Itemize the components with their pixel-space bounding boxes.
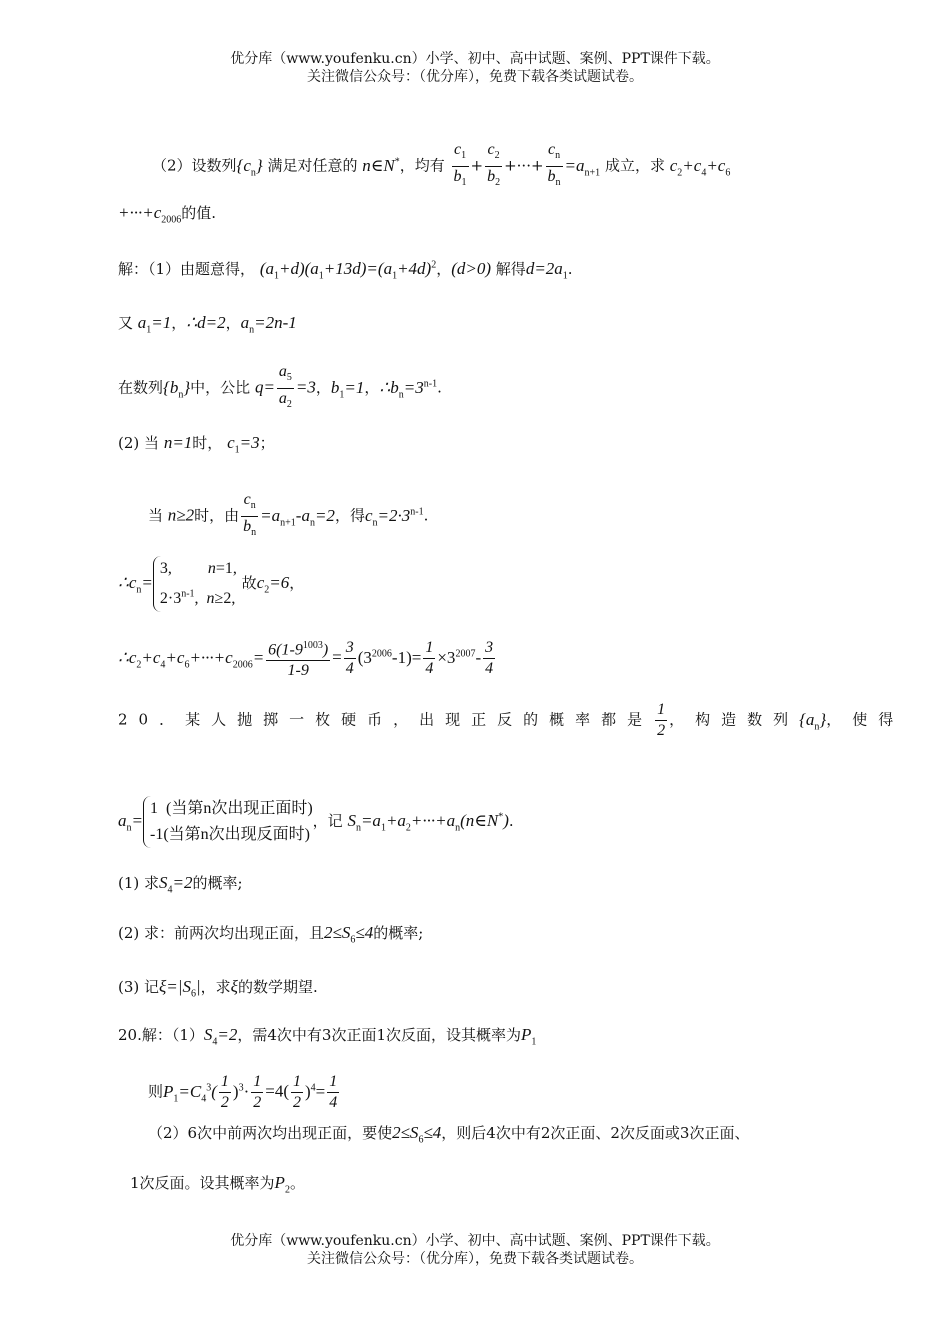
q1-text-a: (1) 求 bbox=[118, 874, 160, 892]
sol-text-5: 中，公比 bbox=[190, 378, 251, 397]
header-line-2: 关注微信公众号：（优分库），免费下载各类试题试卷。 bbox=[307, 69, 643, 85]
sol-text-11: 故 bbox=[241, 574, 257, 593]
sol-text-4: 在数列 bbox=[118, 378, 164, 397]
formula: $c_2+c_4+c_6$ bbox=[669, 155, 731, 179]
sol-line-3: 在数列$\{b_n\}$中，公比 q= $\frac{a_5}{a_2}$ =3，$b_1=1$，$\therefore b_n=3^{n-1}$. bbox=[118, 362, 442, 415]
sol-text-8: 当 bbox=[148, 506, 164, 525]
q2-text-5: 的值. bbox=[181, 204, 217, 222]
formula: $\{c_n\}$ bbox=[236, 155, 263, 179]
p20-ji: ，记 bbox=[312, 812, 343, 830]
ans20-line-4: 1次反面。设其概率为$P_2$。 bbox=[130, 1173, 305, 1196]
p20-intro-text: 20．某人抛掷一枚硬币，出现正反的概率都是 bbox=[118, 710, 654, 729]
case-1-text: (当第n次出现正面时) bbox=[165, 800, 313, 817]
p20-q3: (3) 记$\xi=|S_6|$，求ξ的数学期望. bbox=[118, 977, 318, 1000]
fraction: $\frac{c_1}{b_1}$ bbox=[453, 141, 467, 189]
ans-text-2: ，需4次中有3次正面1次反面，设其概率为 bbox=[237, 1026, 522, 1044]
p20-intro-text-3: ，使得 bbox=[826, 710, 905, 729]
q1-text-b: 的概率; bbox=[192, 874, 243, 892]
q2-line: （2）设数列$\{c_n\}$ 满足对任意的 n∈N*，均有 $\frac{c_1}{b_1}$ + $\frac{c_2}{b_2}$ +···+ $\frac{c_n}{b_n}$ $=a_{n+1}$ 成立，求 $c_2+c_4+c_6$ bbox=[152, 140, 730, 193]
q2-text-4: 成立，求 bbox=[604, 156, 665, 175]
fraction: $\frac{1}{2}$ bbox=[220, 1073, 229, 1111]
formula: $(a_1+d)(a_1+13d)=(a_1+4d)^2$ bbox=[259, 259, 437, 282]
fraction: $\frac{1}{2}$ bbox=[292, 1073, 301, 1111]
q2-text-b: 的概率; bbox=[373, 924, 424, 942]
fraction: $\frac{3}{4}$ bbox=[345, 639, 354, 678]
sol-text-2: 解得 bbox=[495, 260, 526, 278]
sol-text-9: 时，由 bbox=[194, 506, 240, 525]
fraction: $\frac{c_n}{b_n}$ bbox=[243, 491, 257, 539]
p20-q2: (2) 求：前两次均出现正面，且$2\le S_6\le 4$的概率; bbox=[118, 923, 424, 946]
sol-line-7: $\therefore c_2+c_4+c_6+\cdot\cdot\cdot+c_{2006}=$ $\frac{6(1-9^{1003})}{1-9}$ = $\frac{3}{4}$ $(3^{2006}-1)=$ $\frac{1}{4}$ $\times 3^{2007}-$ $\frac{3}{4}$ bbox=[118, 636, 497, 681]
p20-intro-text-2: ，构造数列 bbox=[669, 710, 800, 729]
fraction: $\frac{c_n}{b_n}$ bbox=[547, 141, 561, 189]
sol-line-6: $\therefore c_n=3$, n=1, $2\cdot 3^{n-1}$, n≥2, 故$c_2=6$， bbox=[118, 556, 304, 612]
fraction: $\frac{c_2}{b_2}$ bbox=[487, 141, 501, 189]
ans-text-6: 1次反面。设其概率为 bbox=[130, 1174, 275, 1192]
fraction: $\frac{a_5}{a_2}$ bbox=[278, 363, 292, 411]
q2-line-2 bbox=[118, 202, 216, 225]
q3-text-c: 的数学期望. bbox=[237, 978, 318, 996]
fraction: $\frac{1}{4}$ bbox=[329, 1073, 338, 1111]
q3-text-a: (3) 记 bbox=[118, 978, 160, 996]
ans20-line-2: 则$P_1=C_4^3$( $\frac{1}{2}$ )$^3$· $\frac{1}{2}$ =4( $\frac{1}{2}$ )$^4$= $\frac{1}{4}$ bbox=[148, 1073, 338, 1111]
footer-line-1: 优分库（www.youfenku.cn）小学、初中、高中试题、案例、PPT课件下载。 bbox=[230, 1233, 720, 1249]
formula: $+\cdot\cdot\cdot+c_{2006}$ bbox=[118, 203, 182, 226]
ans-text-1: 20.解：（1） bbox=[118, 1026, 204, 1044]
footer-line-2: 关注微信公众号：（优分库），免费下载各类试题试卷。 bbox=[307, 1251, 643, 1267]
sol-text-7: 时， bbox=[192, 434, 223, 452]
ans20-line-1: 20.解：$(1)S_4=2$，需4次中有3次正面1次反面，设其概率为$P_1$ bbox=[118, 1025, 537, 1048]
fraction: $\frac{6(1-9^{1003})}{1-9}$ bbox=[266, 636, 330, 681]
q2-text-a: (2) 求：前两次均出现正面，且 bbox=[118, 924, 325, 942]
p20-intro: 20．某人抛掷一枚硬币，出现正反的概率都是 $\frac{1}{2}$ ，构造数列$\{a_n\}$，使得 bbox=[118, 701, 905, 739]
fraction: $\frac{1}{2}$ bbox=[657, 701, 666, 739]
header-line-1: 优分库（www.youfenku.cn）小学、初中、高中试题、案例、PPT课件下载。 bbox=[230, 51, 720, 67]
formula: $a_1=1$ bbox=[137, 313, 172, 336]
sol-text-10: ，得 bbox=[334, 506, 365, 525]
q2-text-2: 满足对任意的 bbox=[267, 156, 358, 175]
sol-line-5: 当 n≥2时，由 $\frac{c_n}{b_n}$ $=a_{n+1}-a_n=2$，得$c_n=2\cdot 3^{n-1}$. bbox=[148, 490, 428, 543]
fraction: $\frac{3}{4}$ bbox=[485, 639, 494, 678]
sol-line-2: 又 $a_1=1$，∴d=2，$a_n=2n-1$ bbox=[118, 313, 297, 336]
ans-text-4: （2）6次中前两次均出现正面，要使 bbox=[148, 1124, 393, 1142]
ans-text-5: ，则后4次中有2次正面、2次反面或3次正面、 bbox=[441, 1124, 750, 1142]
p20-def: $a_n=1$ (当第n次出现正面时) -1(当第n次出现反面时)，记 $S_n=a_1+a_2+\cdot\cdot\cdot+a_n(n\in N^*)$. bbox=[118, 796, 514, 848]
fraction: $\frac{1}{4}$ bbox=[425, 639, 434, 678]
sol-text-1: 解：（1）由题意得， bbox=[118, 260, 256, 278]
formula: n∈N* bbox=[362, 155, 400, 175]
sol-line-1: 解：（1）由题意得， $(a_1+d)(a_1+13d)=(a_1+4d)^2$，(d>0) 解得$d=2a_1$. bbox=[118, 259, 573, 282]
q2-text-3: ，均有 bbox=[399, 156, 445, 175]
p20-q1: (1) 求$S_4=2$的概率; bbox=[118, 873, 243, 896]
fraction: $\frac{1}{2}$ bbox=[253, 1073, 262, 1111]
sol-text-3: 又 bbox=[118, 314, 134, 332]
ans20-line-3: （2）6次中前两次均出现正面，要使$2\le S_6\le 4$，则后4次中有2次正面、2次反面或3次正面、 bbox=[148, 1123, 750, 1146]
q3-text-b: ，求 bbox=[200, 978, 231, 996]
case-2-text: (当第n次出现反面时) bbox=[163, 826, 310, 843]
q2-text-1: （2）设数列 bbox=[152, 156, 237, 175]
ans-text-7: 。 bbox=[289, 1174, 305, 1192]
piecewise: 3, n=1, $2\cdot 3^{n-1}$, n≥2, bbox=[153, 556, 237, 612]
sol-line-4: (2) 当 n=1时， $c_1=3$； bbox=[118, 433, 275, 456]
sol-text-6: (2) 当 bbox=[118, 434, 160, 452]
piecewise: 1 (当第n次出现正面时) -1(当第n次出现反面时) bbox=[143, 796, 313, 848]
ans-text-3: 则 bbox=[148, 1082, 164, 1101]
